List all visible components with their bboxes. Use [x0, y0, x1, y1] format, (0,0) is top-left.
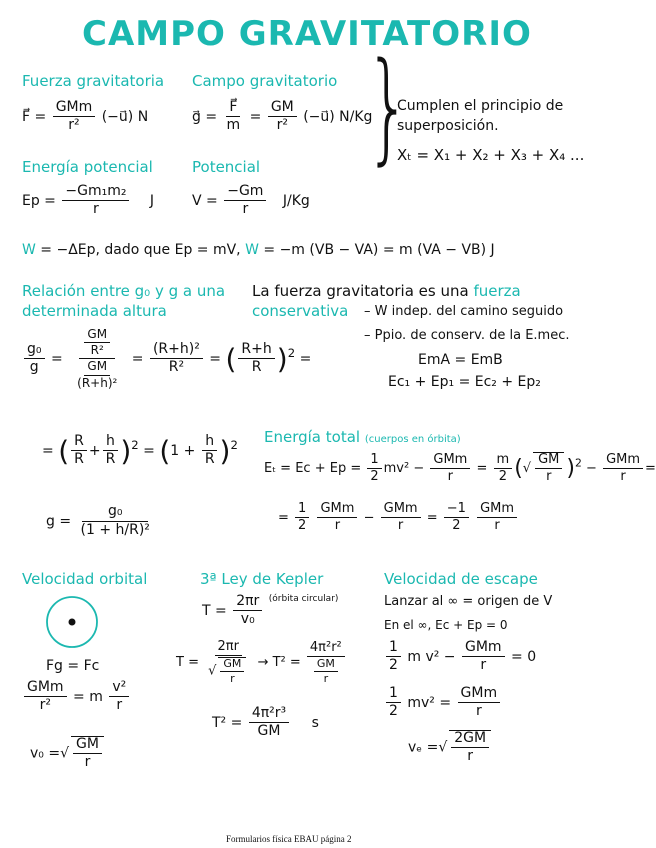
escape-line-1: Lanzar al ∞ = origen de V — [384, 594, 553, 609]
planet-dot — [69, 619, 76, 626]
orbit-diagram — [44, 594, 100, 650]
page-title: CAMPO GRAVITATORIO — [82, 14, 532, 54]
conservativa-bullet-1: – W indep. del camino seguido — [364, 304, 564, 319]
superposicion-line2: superposición. — [397, 118, 499, 134]
energia-total-eq-2: = $\frac{1}{2}$ $\frac{\text{GMm}}{r}$ − $\frac{\text{GMm}}{r}$ = $\frac{-1}{2}$ $\frac{\text{GMm}}{r}$ — [278, 502, 519, 534]
page-footer: Formularios física EBAU página 2 — [226, 834, 352, 844]
superposicion-formula: Xₜ = X₁ + X₂ + X₃ + X₄ ... — [397, 146, 585, 164]
kepler-eq-1: T = $\frac{2\pi r}{\text{v₀}}$ $^{(órbita circular)}$ — [202, 593, 339, 628]
velocidad-orbital-eq-1: Fg = Fc — [46, 658, 100, 674]
relacion-eq-1: $\frac{\text{g₀}}{g}$ = $\frac{\frac{GM}{\text{R²}}}{\frac{GM}{\text{(R+h)²}}}$ = $\frac{\text{(R+h)²}}{\text{R²}}$ = ( $\frac{R+h}{R}$ )$^2$ = — [22, 328, 311, 390]
campo-heading: Campo gravitatorio — [192, 72, 338, 90]
relacion-eq-3: g = $\frac{\text{g₀}}{\text{(1 + h/R)²}}$ — [46, 503, 150, 539]
right-brace: } — [365, 38, 412, 177]
fuerza-formula: F⃗ = $\frac{\text{GMm}}{\text{r²}}$ (−u⃗) N — [22, 99, 149, 134]
superposicion-line1: Cumplen el principio de — [397, 98, 564, 114]
potencial-heading: Potencial — [192, 158, 261, 176]
conservativa-eq-2: Ec₁ + Ep₁ = Ec₂ + Ep₂ — [388, 374, 541, 390]
conservativa-eq-1: EmA = EmB — [418, 352, 503, 368]
energia-total-heading: Energía total (cuerpos en órbita) — [264, 428, 461, 446]
campo-formula: g⃗ = $\frac{F⃗}{m}$ = $\frac{GM}{\text{r²}}$ (−u⃗) N/Kg — [192, 99, 373, 134]
energia-potencial-formula: Ep = $\frac{\text{−Gm₁m₂}}{r}$ J — [22, 183, 155, 218]
relacion-heading-2: determinada altura — [22, 302, 167, 320]
velocidad-orbital-eq-3: v₀ =√ $\frac{GM}{r}$ — [30, 736, 106, 771]
energia-potencial-heading: Energía potencial — [22, 158, 153, 176]
trabajo-formula: W = −ΔEp, dado que Ep = mV, W = −m (VB − VA) = m (VA − VB) J — [22, 242, 495, 258]
escape-heading: Velocidad de escape — [384, 570, 538, 588]
escape-line-2: En el ∞, Ec + Ep = 0 — [384, 618, 508, 632]
escape-eq-3: vₑ =√ $\frac{2GM}{r}$ — [408, 730, 493, 765]
kepler-eq-3: T² = $\frac{\text{4π²r³}}{GM}$ s — [212, 705, 319, 740]
energia-total-eq-1: Eₜ = Ec + Ep = $\frac{1}{2}$ mv² − $\frac{\text{GMm}}{r}$ = $\frac{m}{2}$ (√ $\frac{GM}{r}$ )$^2$ − $\frac{\text{GMm}}{r}$ = — [264, 451, 656, 485]
conservativa-bullet-2: – Ppio. de conserv. de la E.mec. — [364, 328, 570, 343]
kepler-eq-2: T = 2πr √ $\frac{GM}{r}$ → T² = $\frac{\text{4π²r²}}{\frac{GM}{r}}$ — [176, 640, 347, 685]
relacion-heading-1: Relación entre g₀ y g a una — [22, 282, 226, 300]
fuerza-heading: Fuerza gravitatoria — [22, 72, 165, 90]
kepler-heading: 3ª Ley de Kepler — [200, 570, 324, 588]
escape-eq-1: $\frac{1}{2}$ m v² − $\frac{\text{GMm}}{r}$ = 0 — [384, 640, 536, 674]
escape-eq-2: $\frac{1}{2}$ mv² = $\frac{\text{GMm}}{r}$ — [384, 686, 502, 720]
relacion-eq-2: = ( $\frac{R}{R}$ + $\frac{h}{R}$ )$^2$ = (1 + $\frac{h}{R}$ )$^2$ — [42, 433, 238, 468]
velocidad-orbital-eq-2: $\frac{\text{GMm}}{\text{r²}}$ = m $\frac{\text{v²}}{r}$ — [22, 680, 131, 714]
velocidad-orbital-heading: Velocidad orbital — [22, 570, 148, 588]
potencial-formula: V = $\frac{-Gm}{r}$ J/Kg — [192, 183, 310, 218]
conservativa-line2: conservativa — [252, 302, 349, 320]
conservativa-line1: La fuerza gravitatoria es una fuerza — [252, 282, 521, 300]
